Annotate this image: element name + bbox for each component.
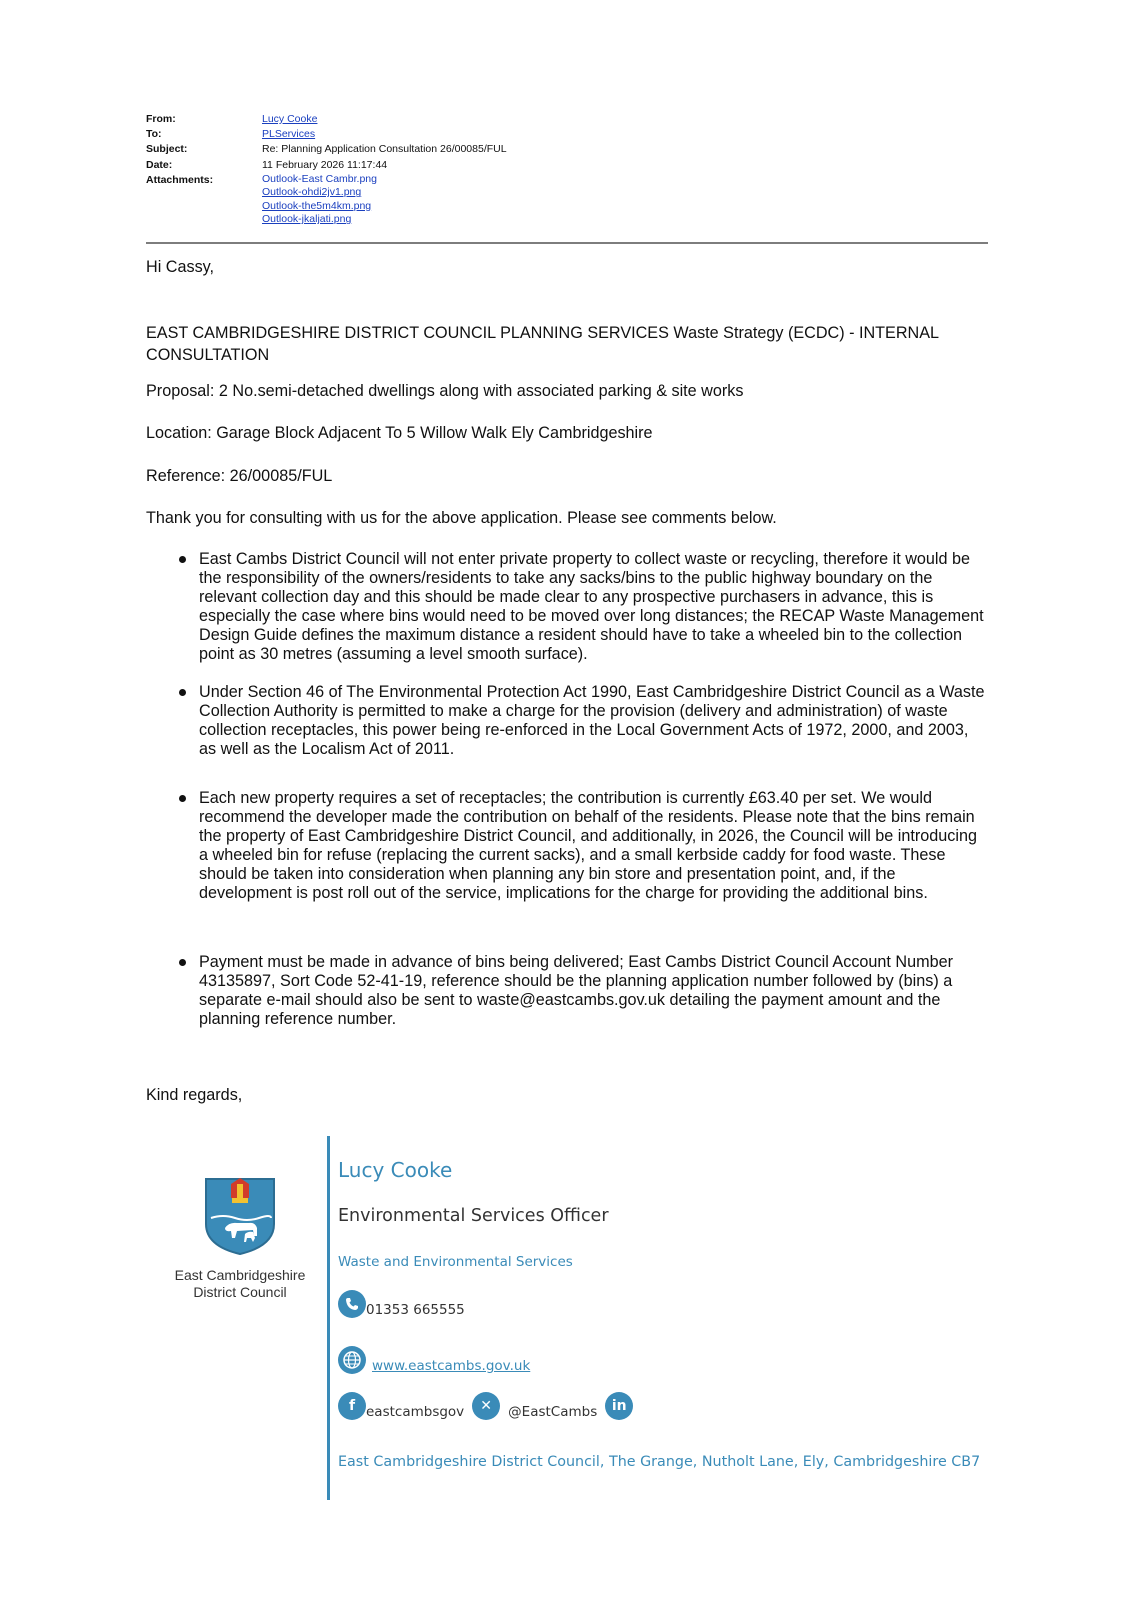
greeting: Hi Cassy, [146,258,215,276]
signature-divider [327,1136,330,1500]
header-divider [146,242,988,244]
sign-off: Kind regards, [146,1086,243,1104]
attachment-link[interactable]: Outlook-jkaljati.png [262,213,352,226]
email-signature [146,1136,988,1500]
signature-role: Environmental Services Officer [338,1206,609,1226]
from-label: From: [146,113,176,125]
thanks-line: Thank you for consulting with us for the above application. Please see comments below. [146,509,777,527]
to-label: To: [146,128,162,141]
consultation-title: EAST CAMBRIDGESHIRE DISTRICT COUNCIL PLANNING SERVICES Waste Strategy (ECDC) - INTERNAL CONSULTATION [146,324,939,364]
date-value: 11 February 2026 11:17:44 [262,158,388,171]
subject-label: Subject: [146,143,188,156]
signature-address: East Cambridgeshire District Council, The Grange, Nutholt Lane, Ely, Cambridgeshire CB7 [338,1454,981,1470]
logo-text-line1: East Cambridgeshire [174,1267,306,1283]
facebook-handle: eastcambsgov [366,1404,465,1420]
social-row [338,1392,633,1420]
bullet-item: Payment must be made in advance of bins being delivered; East Cambs District Council Account Number 43135897, Sort Code 52-41-19, reference should be the planning application number followed by (bins) a separate e-mail should also be sent to waste@eastcambs.gov.uk detailing the payment amount and the planning reference number. [199,953,989,1029]
date-row [146,158,988,173]
subject-row [146,142,988,157]
phone-row [338,1290,465,1318]
email-body [146,256,988,1104]
location-line: Location: Garage Block Adjacent To 5 Willow Walk Ely Cambridgeshire [146,424,653,442]
facebook-icon[interactable]: f [338,1392,366,1420]
phone-icon [338,1290,366,1318]
bullet-item: Under Section 46 of The Environmental Protection Act 1990, East Cambridgeshire District Council as a Waste Collection Authority is permitted to make a charge for the provision (delivery and administration) of waste collection receptacles, this power being re-enforced in the Local Government Acts of 1972, 2000, and 2003, as well as the Localism Act of 2011. [199,683,989,759]
attachment-link[interactable]: Outlook-the5m4km.png [262,199,372,212]
website-link[interactable]: www.eastcambs.gov.uk [372,1358,531,1374]
logo-text-line2: District Council [193,1284,287,1300]
twitter-handle: @EastCambs [508,1404,598,1420]
phone-number: 01353 665555 [366,1302,465,1318]
attachment-link[interactable]: Outlook-East Cambr.png [262,172,377,185]
attachments-label: Attachments: [146,173,214,186]
x-twitter-icon[interactable]: ✕ [472,1392,500,1420]
from-row [146,112,988,127]
website-row [338,1346,530,1374]
attachments-row [146,173,988,227]
linkedin-icon[interactable]: in [605,1392,633,1420]
signature-name: Lucy Cooke [338,1158,453,1182]
globe-icon [338,1346,366,1374]
subject-value: Re: Planning Application Consultation 26/00085/FUL [262,143,507,156]
council-crest-icon [203,1176,277,1256]
signature-department: Waste and Environmental Services [338,1254,573,1270]
to-link[interactable]: PLServices [262,128,316,141]
proposal-line: Proposal: 2 No.semi-detached dwellings along with associated parking & site works [146,382,744,400]
to-row [146,127,988,142]
bullet-item: Each new property requires a set of receptacles; the contribution is currently £63.40 per set. We would recommend the developer made the contribution on behalf of the residents. Please note that the bins remain the property of East Cambridgeshire District Council, and additionally, in 2026, the Council will be introducing a wheeled bin for refuse (replacing the current sacks), and a small kerbside caddy for food waste. These should be taken into consideration when planning any bin store and presentation point, and, if the development is post roll out of the service, implications for the charge for providing the additional bins. [199,789,989,903]
date-label: Date: [146,158,173,171]
attachment-link[interactable]: Outlook-ohdi2jv1.png [262,186,362,199]
council-logo [174,1176,306,1301]
reference-line: Reference: 26/00085/FUL [146,467,333,485]
attachments-list [262,173,988,227]
from-link[interactable]: Lucy Cooke [262,113,318,125]
email-header [146,112,988,227]
bullet-item: East Cambs District Council will not enter private property to collect waste or recycling, therefore it would be the responsibility of the owners/residents to take any sacks/bins to the public highway boundary on the relevant collection day and this should be made clear to any prospective purchasers in advance, this is especially the case where bins would need to be moved over long distances; the RECAP Waste Management Design Guide defines the maximum distance a resident should have to take a wheeled bin to the collection point as 30 metres (assuming a level smooth surface). [199,550,989,664]
